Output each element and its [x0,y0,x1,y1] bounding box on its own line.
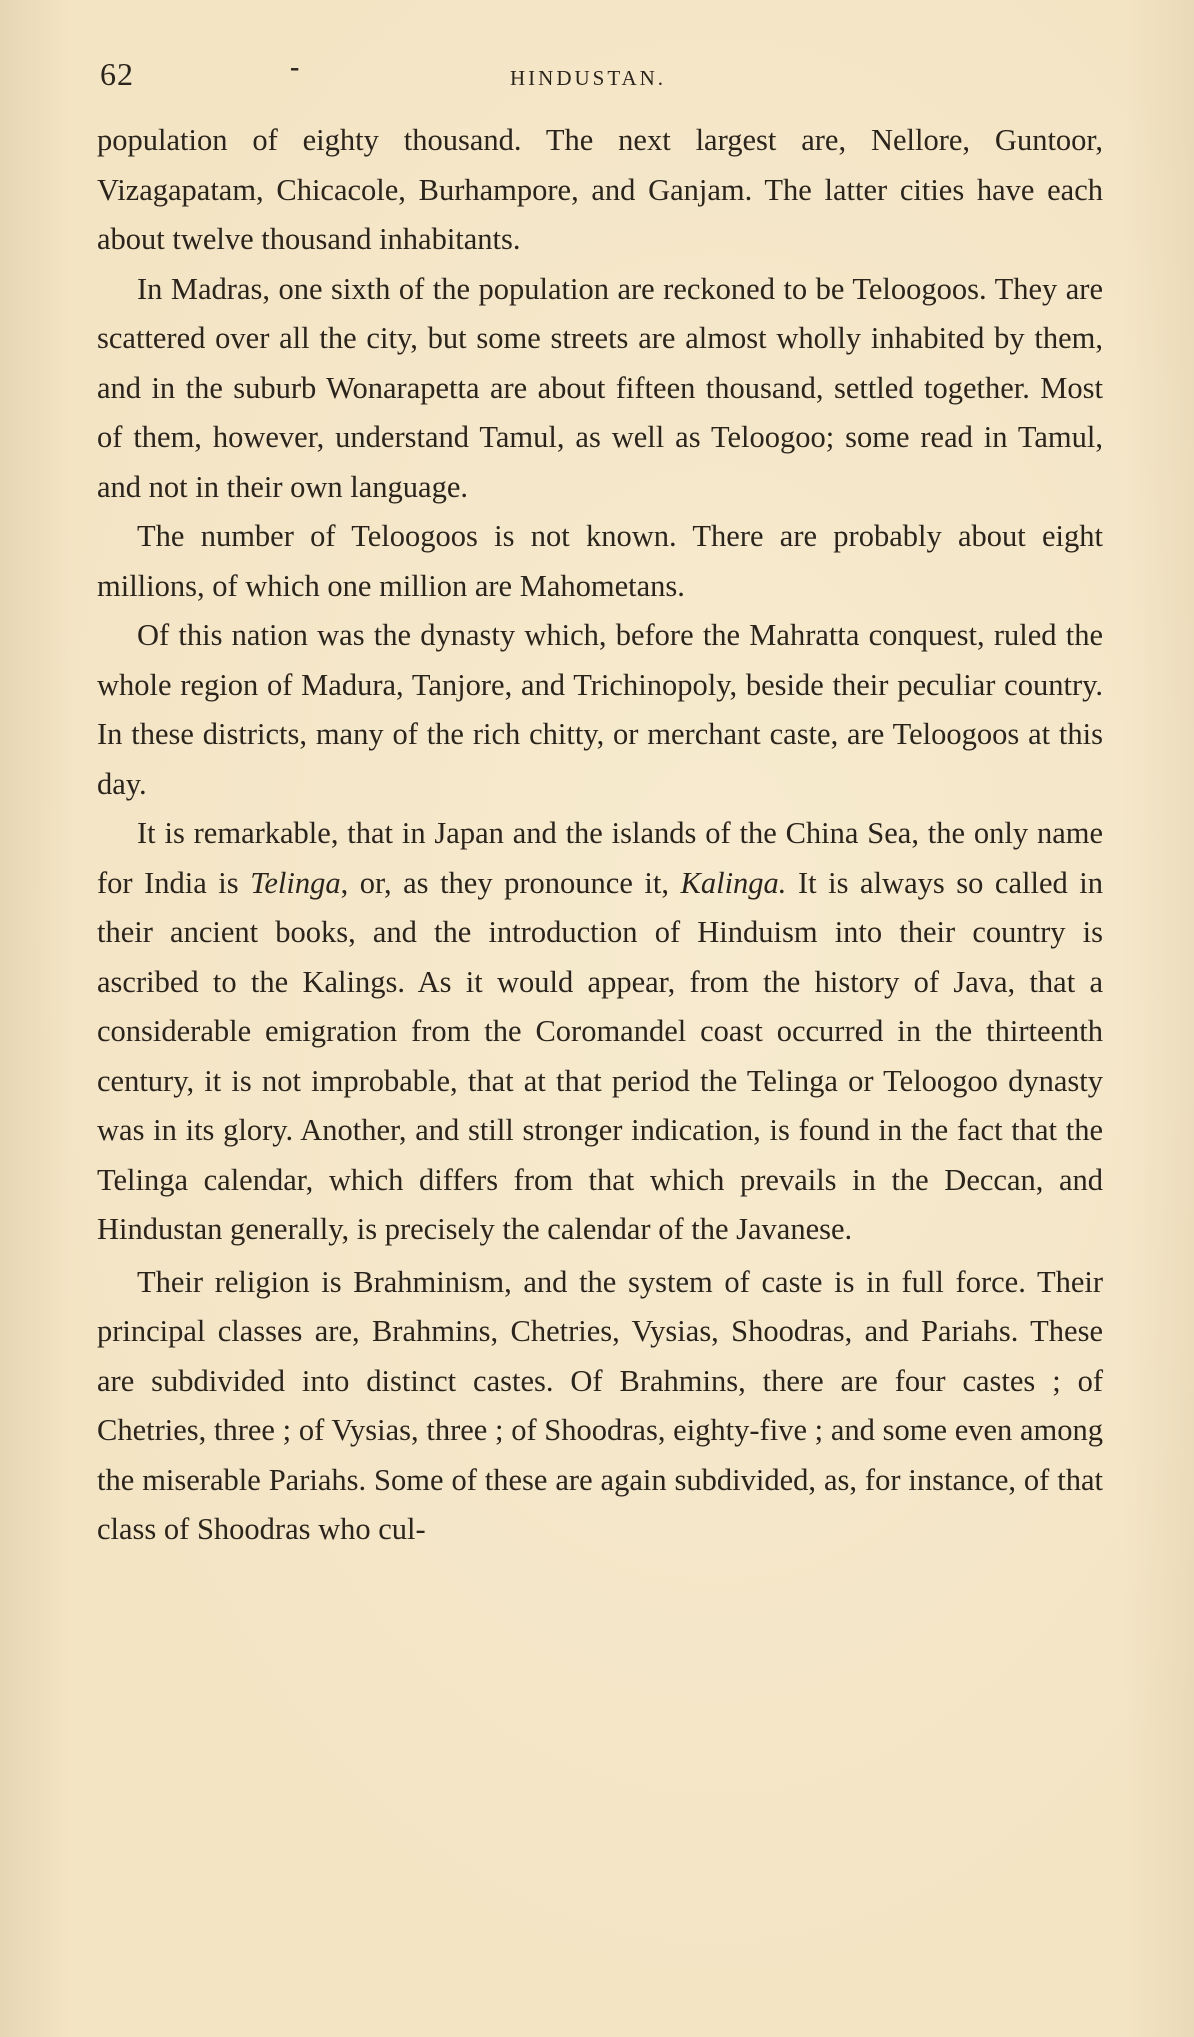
paragraph-5-part-a: It is remarkable, that in Japan and the islands of the China Sea, the only name for India is [97,816,1103,900]
term-telinga: Telinga [250,865,341,900]
term-kalinga: Kalinga. [680,865,787,900]
running-title: HINDUSTAN. [510,66,667,90]
header-mark: - [290,52,300,83]
paragraph-4: Of this nation was the dynasty which, before the Mahratta conquest, ruled the whole region of Madura, Tanjore, and Trichinopoly, beside their peculiar country. In these districts, many of the rich chitty, or merchant caste, are Teloogoos at this day. [97,618,1103,801]
paragraph-1: population of eighty thousand. The next largest are, Nellore, Guntoor, Vizagapatam, Chicacole, Burhampore, and Ganjam. The latter cities have each about twelve thousand inhabitants. [97,123,1103,256]
paragraph-3: The number of Teloogoos is not known. There are probably about eight millions, of which one million are Mahometans. [97,519,1103,603]
body-text [97,116,1103,1555]
paragraph-5-part-b: , or, as they pronounce it, [340,865,681,900]
page-number: 62 [100,56,134,92]
paragraph-5-part-c: It is always so called in their ancient books, and the introduction of Hinduism into their country is ascribed to the Kalings. As it would appear, from the history of Java, that a considerable emigration from the Coromandel coast occurred in the thirteenth century, it is not improbable, that at that period the Telinga or Teloogoo dynasty was in its glory. Another, and still stronger indication, is found in the fact that the Telinga calendar, which differs from that which prevails in the Deccan, and Hindustan generally, is precisely the calendar of the Javanese. [97,865,1103,1246]
paragraph-6: Their religion is Brahminism, and the system of caste is in full force. Their principal classes are, Brahmins, Chetries, Vysias, Shoodras, and Pariahs. These are subdivided into distinct castes. Of Brahmins, there are four castes ; of Chetries, three ; of Vysias, three ; of Shoodras, eighty-five ; and some even among the miserable Pariahs. Some of these are again subdivided, as, for instance, of that class of Shoodras who cul- [97,1264,1103,1546]
paragraph-2: In Madras, one sixth of the population are reckoned to be Teloogoos. They are scattered over all the city, but some streets are almost wholly inhabited by them, and in the suburb Wonarapetta are about fifteen thousand, settled together. Most of them, however, understand Tamul, as well as Teloogoo; some read in Tamul, and not in their own language. [97,271,1103,504]
page-header [100,52,1100,106]
paragraph-5 [97,809,1103,1255]
